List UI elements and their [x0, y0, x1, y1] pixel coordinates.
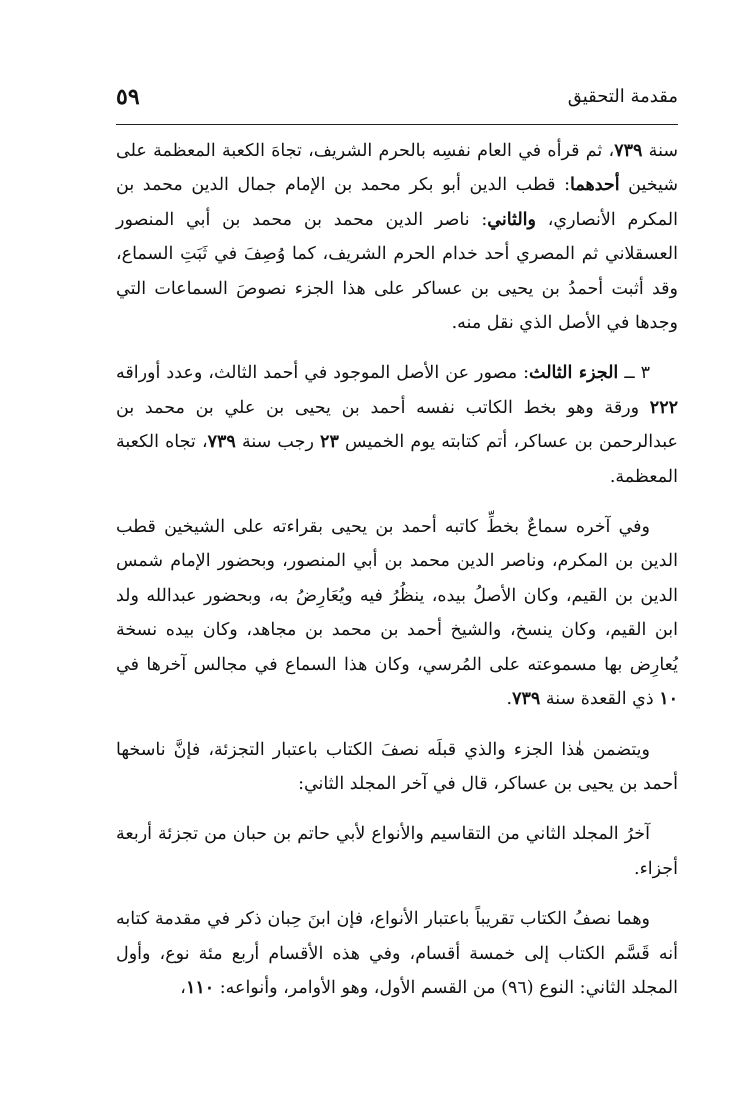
text-segment: : ناصر الدين محمد بن محمد بن أبي المنصور العسقلاني ثم المصري أحد خدام الحرم الشريف، كما وُصِفَ في ثَبَتِ السماع، وقد أثبت أحمدُ بن يحيى بن عساكر على هذا الجزء نصوصَ السماعات التي وجدها في الأصل الذي نقل منه.	[116, 209, 678, 334]
day-number: ١٠	[659, 689, 678, 710]
text-segment: .	[506, 689, 513, 710]
year-number: ٧٣٩	[614, 141, 643, 161]
quoted-colophon	[116, 817, 678, 886]
text-segment: ، ثم قرأه في العام نفسِه بالحرم الشريف، تجاهَ الكعبة المعظمة على شيخين	[116, 141, 679, 196]
bold-term: والثاني	[487, 209, 536, 230]
text-segment: ويتضمن هٰذا الجزء والذي قبلَه نصفَ الكتاب باعتبار التجزئة، فإنَّ ناسخها أحمد بن يحيى بن عساكر، قال في آخر المجلد الثاني:	[116, 739, 678, 794]
section-heading: الجزء الثالث	[529, 363, 619, 384]
text-segment: : مصور عن الأصل الموجود في أحمد الثالث، وعدد أوراقه	[116, 363, 530, 384]
text-segment: : قطب الدين أبو بكر محمد بن الإمام جمال الدين محمد بن المكرم الأنصاري،	[116, 175, 678, 230]
running-title: مقدمة التحقيق	[567, 86, 678, 107]
paragraph-2	[116, 356, 678, 494]
text-segment: وهما نصفُ الكتاب تقريباً باعتبار الأنواع، فإن ابنَ حِبان ذكر في مقدمة كتابه أنه قَسَّم الكتاب إلى خمسة أقسام، وفي هذه الأقسام أربع مئة نوع، وأول المجلد الثاني: النوع (	[116, 909, 678, 998]
text-segment: ذي القعدة سنة	[540, 689, 660, 710]
type-number: ٩٦	[507, 977, 527, 998]
text-segment: ) من القسم الأول، وهو الأوامر، وأنواعه:	[214, 977, 508, 998]
year-number: ٧٣٩	[512, 689, 541, 710]
text-segment: ورقة وهو بخط الكاتب نفسه أحمد بن يحيى بن علي بن محمد بن عبدالرحمن بن عساكر، أتم كتابته يوم الخميس	[116, 397, 678, 453]
text-segment: سنة	[642, 141, 679, 161]
text-segment: ، تجاه الكعبة المعظمة.	[116, 432, 678, 487]
year-number: ٧٣٩	[207, 432, 236, 453]
header-rule	[116, 124, 678, 125]
paragraph-4	[116, 733, 678, 802]
text-segment: وفي آخره سماعٌ بخطِّ كاتبه أحمد بن يحيى بقراءته على الشيخين قطب الدين بن المكرم، وناصر الدين محمد بن أبي المنصور، وبحضور الإمام شمس الدين بن القيم، وكان الأصلُ بيده، ينظُرُ فيه ويُعَارِضُ به، وبحضور عبدالله ولد ابن القيم، وكان ينسخ، والشيخ أحمد بن محمد بن مجاهد، وكان بيده نسخة يُعارِض بها مسموعته على المُرسي، وكان هذا السماع في مجالس آخرها في	[116, 517, 678, 675]
page-number: ٥٩	[116, 84, 140, 110]
leaf-count: ٢٢٢	[649, 397, 678, 418]
paragraph-6	[116, 902, 678, 1005]
paragraph-3	[116, 510, 678, 716]
page-header	[116, 84, 678, 114]
text-segment: آخرُ المجلد الثاني من التقاسيم والأنواع لأبي حاتم بن حبان من تجزئة أربعة أجزاء.	[116, 824, 678, 879]
paragraph-1	[116, 134, 678, 340]
bold-term: أحدهما	[570, 175, 620, 196]
count-number: ١١٠	[185, 977, 215, 998]
day-number: ٢٣	[320, 432, 339, 453]
text-segment: رجب سنة	[235, 432, 321, 453]
text-segment: ،	[180, 977, 186, 998]
text-segment: ٣ ــ	[618, 363, 651, 384]
body-text	[116, 134, 678, 1005]
